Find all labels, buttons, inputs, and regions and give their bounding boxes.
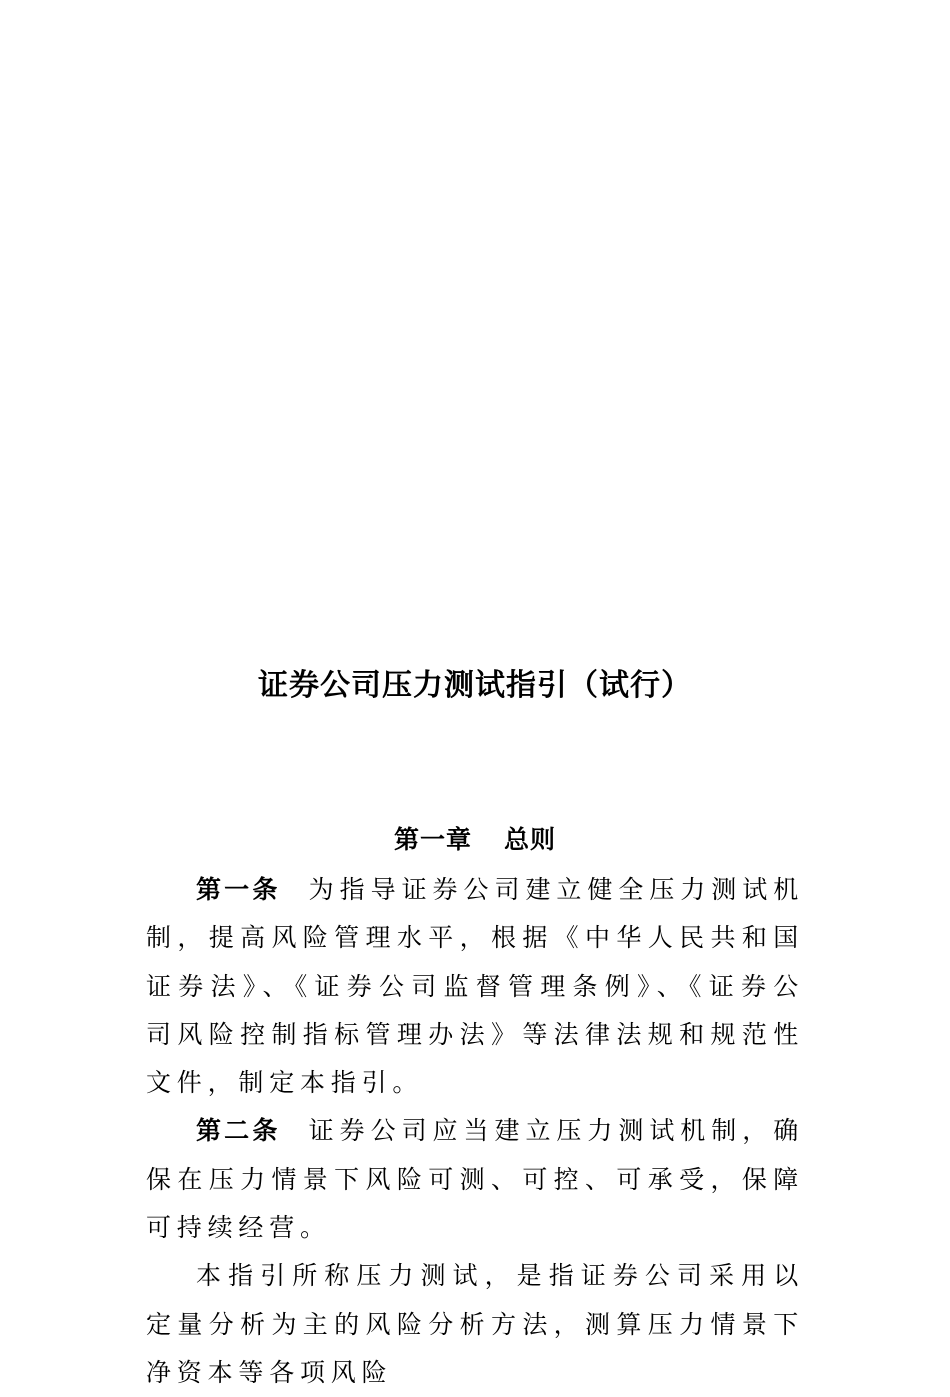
article-paragraph-1: [146, 866, 804, 1107]
article-text: 证券公司应当建立压力测试机制，确保在压力情景下风险可测、可控、可承受，保障可持续经营。: [146, 1116, 804, 1243]
body-text: [146, 866, 804, 1397]
chapter-name: 总则: [504, 825, 557, 854]
chapter-number: 第一章: [393, 825, 472, 854]
article-text: 为指导证券公司建立健全压力测试机制，提高风险管理水平，根据《中华人民共和国证券法》、《证券公司监督管理条例》、《证券公司风险控制指标管理办法》等法律法规和规范性文件，制定本指引。: [146, 875, 804, 1098]
paragraph-text: 本指引所称压力测试，是指证券公司采用以定量分析为主的风险分析方法，测算压力情景下净资本等各项风险: [146, 1261, 804, 1387]
document-title: 证券公司压力测试指引（试行）: [258, 668, 692, 703]
body-paragraph-3: [146, 1252, 804, 1397]
article-paragraph-2: [146, 1107, 804, 1252]
article-label: 第二条: [196, 1116, 281, 1146]
article-label: 第一条: [196, 875, 281, 904]
chapter-heading: [0, 818, 950, 862]
